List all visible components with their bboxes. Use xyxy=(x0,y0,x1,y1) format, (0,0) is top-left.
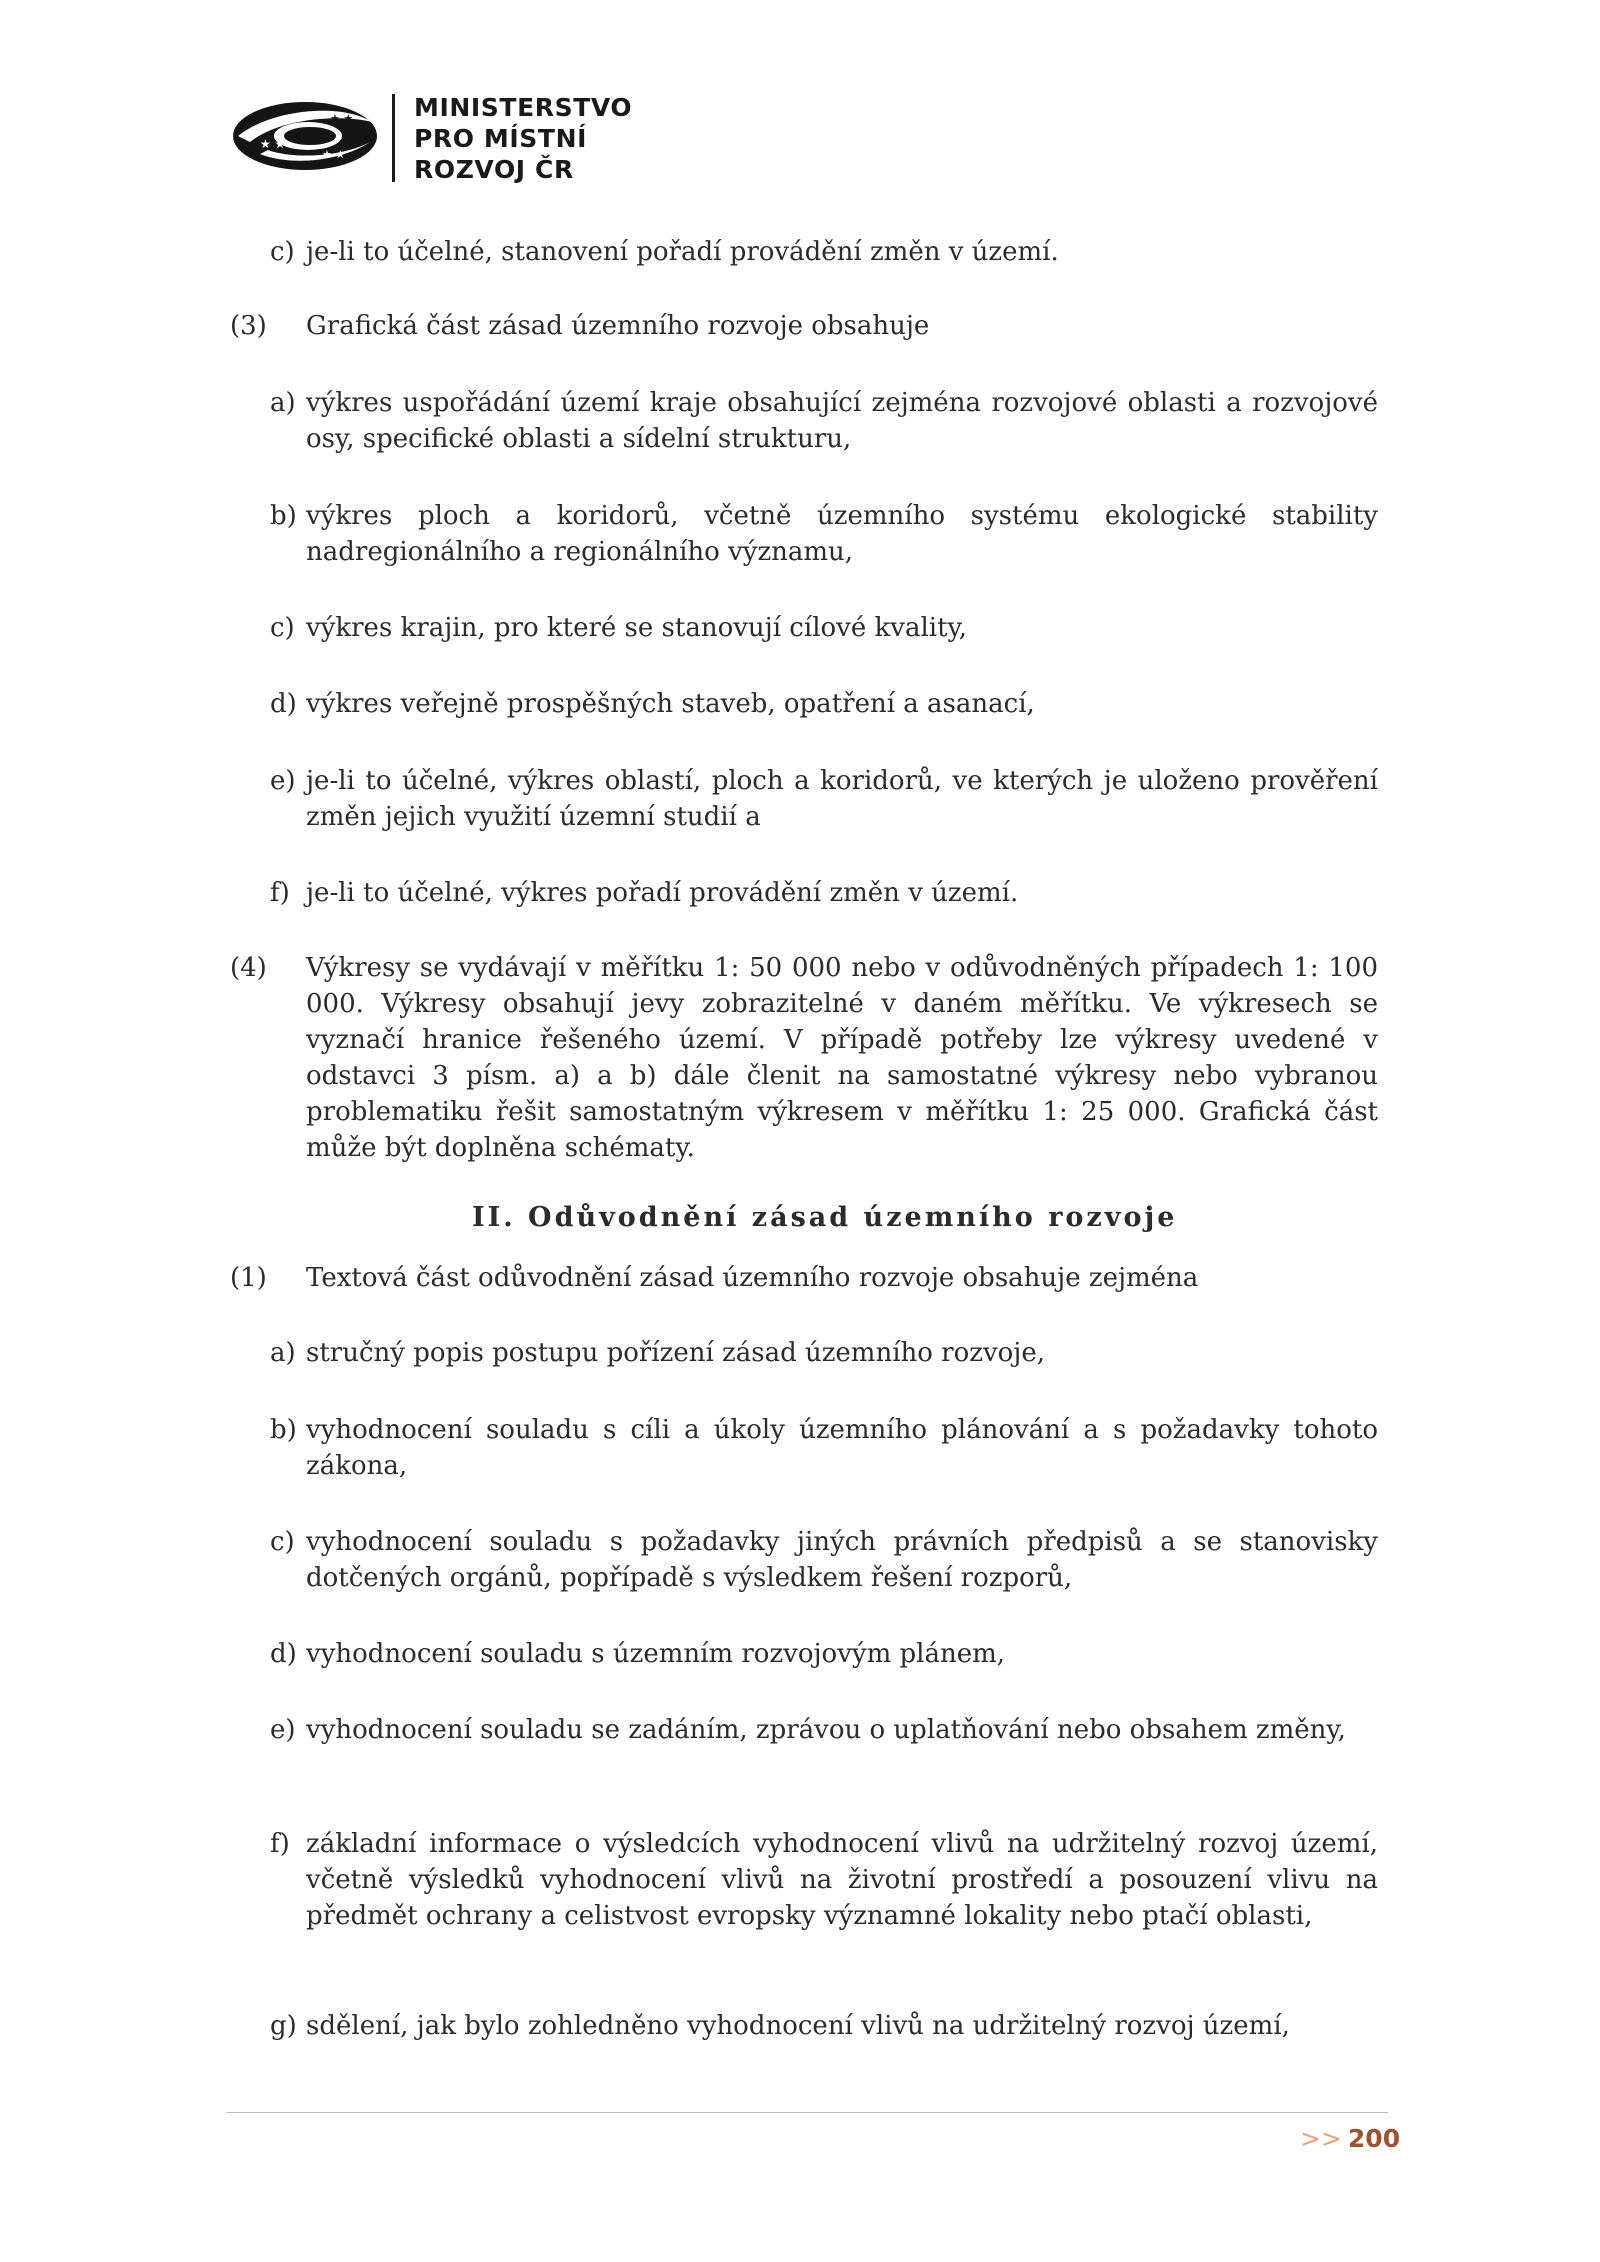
svg-text:★ ★: ★ ★ xyxy=(330,112,354,125)
svg-text:★ ★: ★ ★ xyxy=(322,148,346,161)
item-text: sdělení, jak bylo zohledněno vyhodnocení vlivů na udržitelný rozvoj území, xyxy=(306,2011,1290,2041)
item-text: vyhodnocení souladu s cíli a úkoly územního plánování a s požadavky tohoto zákona, xyxy=(306,1415,1378,1481)
paragraph-text: Výkresy se vydávají v měřítku 1: 50 000 nebo v odůvodněných případech 1: 100 000. Výkresy obsahují jevy zobrazitelné v daném měřítku. Ve výkresech se vyznačí hranice řešeného území. V případě potřeby lze výkresy uvedené v odstavci 3 písm. a) a b) dále členit na samostatné výkresy nebo vybranou problematiku řešit samostatným výkresem v měřítku 1: 25 000. Grafická část může být doplněna schématy. xyxy=(306,953,1378,1163)
item-text: základní informace o výsledcích vyhodnocení vlivů na udržitelný rozvoj území, včetně výsledků vyhodnocení vlivů na životní prostředí a posouzení vlivu na předmět ochrany a celistvost evropsky významné lokality nebo ptačí oblasti, xyxy=(306,1829,1378,1931)
item-text: je-li to účelné, stanovení pořadí provádění změn v území. xyxy=(306,237,1059,267)
item-label: f) xyxy=(270,878,290,908)
item-label: d) xyxy=(270,1639,297,1669)
logo-wordmark xyxy=(414,92,632,185)
logo-line-2: PRO MÍSTNÍ xyxy=(414,124,587,153)
page-number-value: 200 xyxy=(1347,2124,1401,2153)
item-label: b) xyxy=(270,501,297,531)
item-text: výkres ploch a koridorů, včetně územního systému ekologické stability nadregionálního a regionálního významu, xyxy=(306,501,1378,567)
paragraph-number: (4) xyxy=(230,953,267,983)
item-text: výkres uspořádání území kraje obsahující zejména rozvojové oblasti a rozvojové osy, specifické oblasti a sídelní strukturu, xyxy=(306,388,1378,454)
svg-text:★ ★: ★ ★ xyxy=(260,137,286,151)
logo-divider xyxy=(392,94,395,182)
item-label: d) xyxy=(270,689,297,719)
footer-divider xyxy=(226,2112,1388,2113)
item-label: c) xyxy=(270,1527,295,1557)
item-label: f) xyxy=(270,1829,290,1859)
item-label: b) xyxy=(270,1415,297,1445)
item-text: je-li to účelné, výkres pořadí provádění změn v území. xyxy=(306,878,1019,908)
paragraph-text: Textová část odůvodnění zásad územního rozvoje obsahuje zejména xyxy=(306,1263,1199,1293)
item-text: vyhodnocení souladu se zadáním, zprávou o uplatňování nebo obsahem změny, xyxy=(306,1715,1346,1745)
item-label: e) xyxy=(270,766,296,796)
page-arrows: >> xyxy=(1300,2124,1342,2153)
item-label: c) xyxy=(270,613,295,643)
item-label: a) xyxy=(270,388,296,418)
item-label: e) xyxy=(270,1715,296,1745)
item-text: výkres krajin, pro které se stanovují cílové kvality, xyxy=(306,613,968,643)
ministry-emblem-icon xyxy=(230,92,380,176)
item-text: stručný popis postupu pořízení zásad územního rozvoje, xyxy=(306,1338,1046,1368)
logo-line-3: ROZVOJ ČR xyxy=(414,155,574,184)
paragraph-number: (1) xyxy=(230,1263,267,1293)
item-text: vyhodnocení souladu s požadavky jiných právních předpisů a se stanovisky dotčených orgánů, popřípadě s výsledkem řešení rozporů, xyxy=(306,1527,1378,1593)
item-label: g) xyxy=(270,2011,297,2041)
section-heading: II. Odůvodnění zásad územního rozvoje xyxy=(472,1202,1178,1233)
paragraph-number: (3) xyxy=(230,311,267,341)
item-text: výkres veřejně prospěšných staveb, opatření a asanací, xyxy=(306,689,1035,719)
logo-line-1: MINISTERSTVO xyxy=(414,93,633,122)
paragraph-text: Grafická část zásad územního rozvoje obsahuje xyxy=(306,311,930,341)
item-text: je-li to účelné, výkres oblastí, ploch a koridorů, ve kterých je uloženo prověření změn jejich využití územní studií a xyxy=(306,766,1378,832)
item-label: c) xyxy=(270,237,295,267)
item-label: a) xyxy=(270,1338,296,1368)
item-text: vyhodnocení souladu s územním rozvojovým plánem, xyxy=(306,1639,1006,1669)
page-number xyxy=(1300,2124,1401,2153)
ministry-logo xyxy=(230,92,650,188)
